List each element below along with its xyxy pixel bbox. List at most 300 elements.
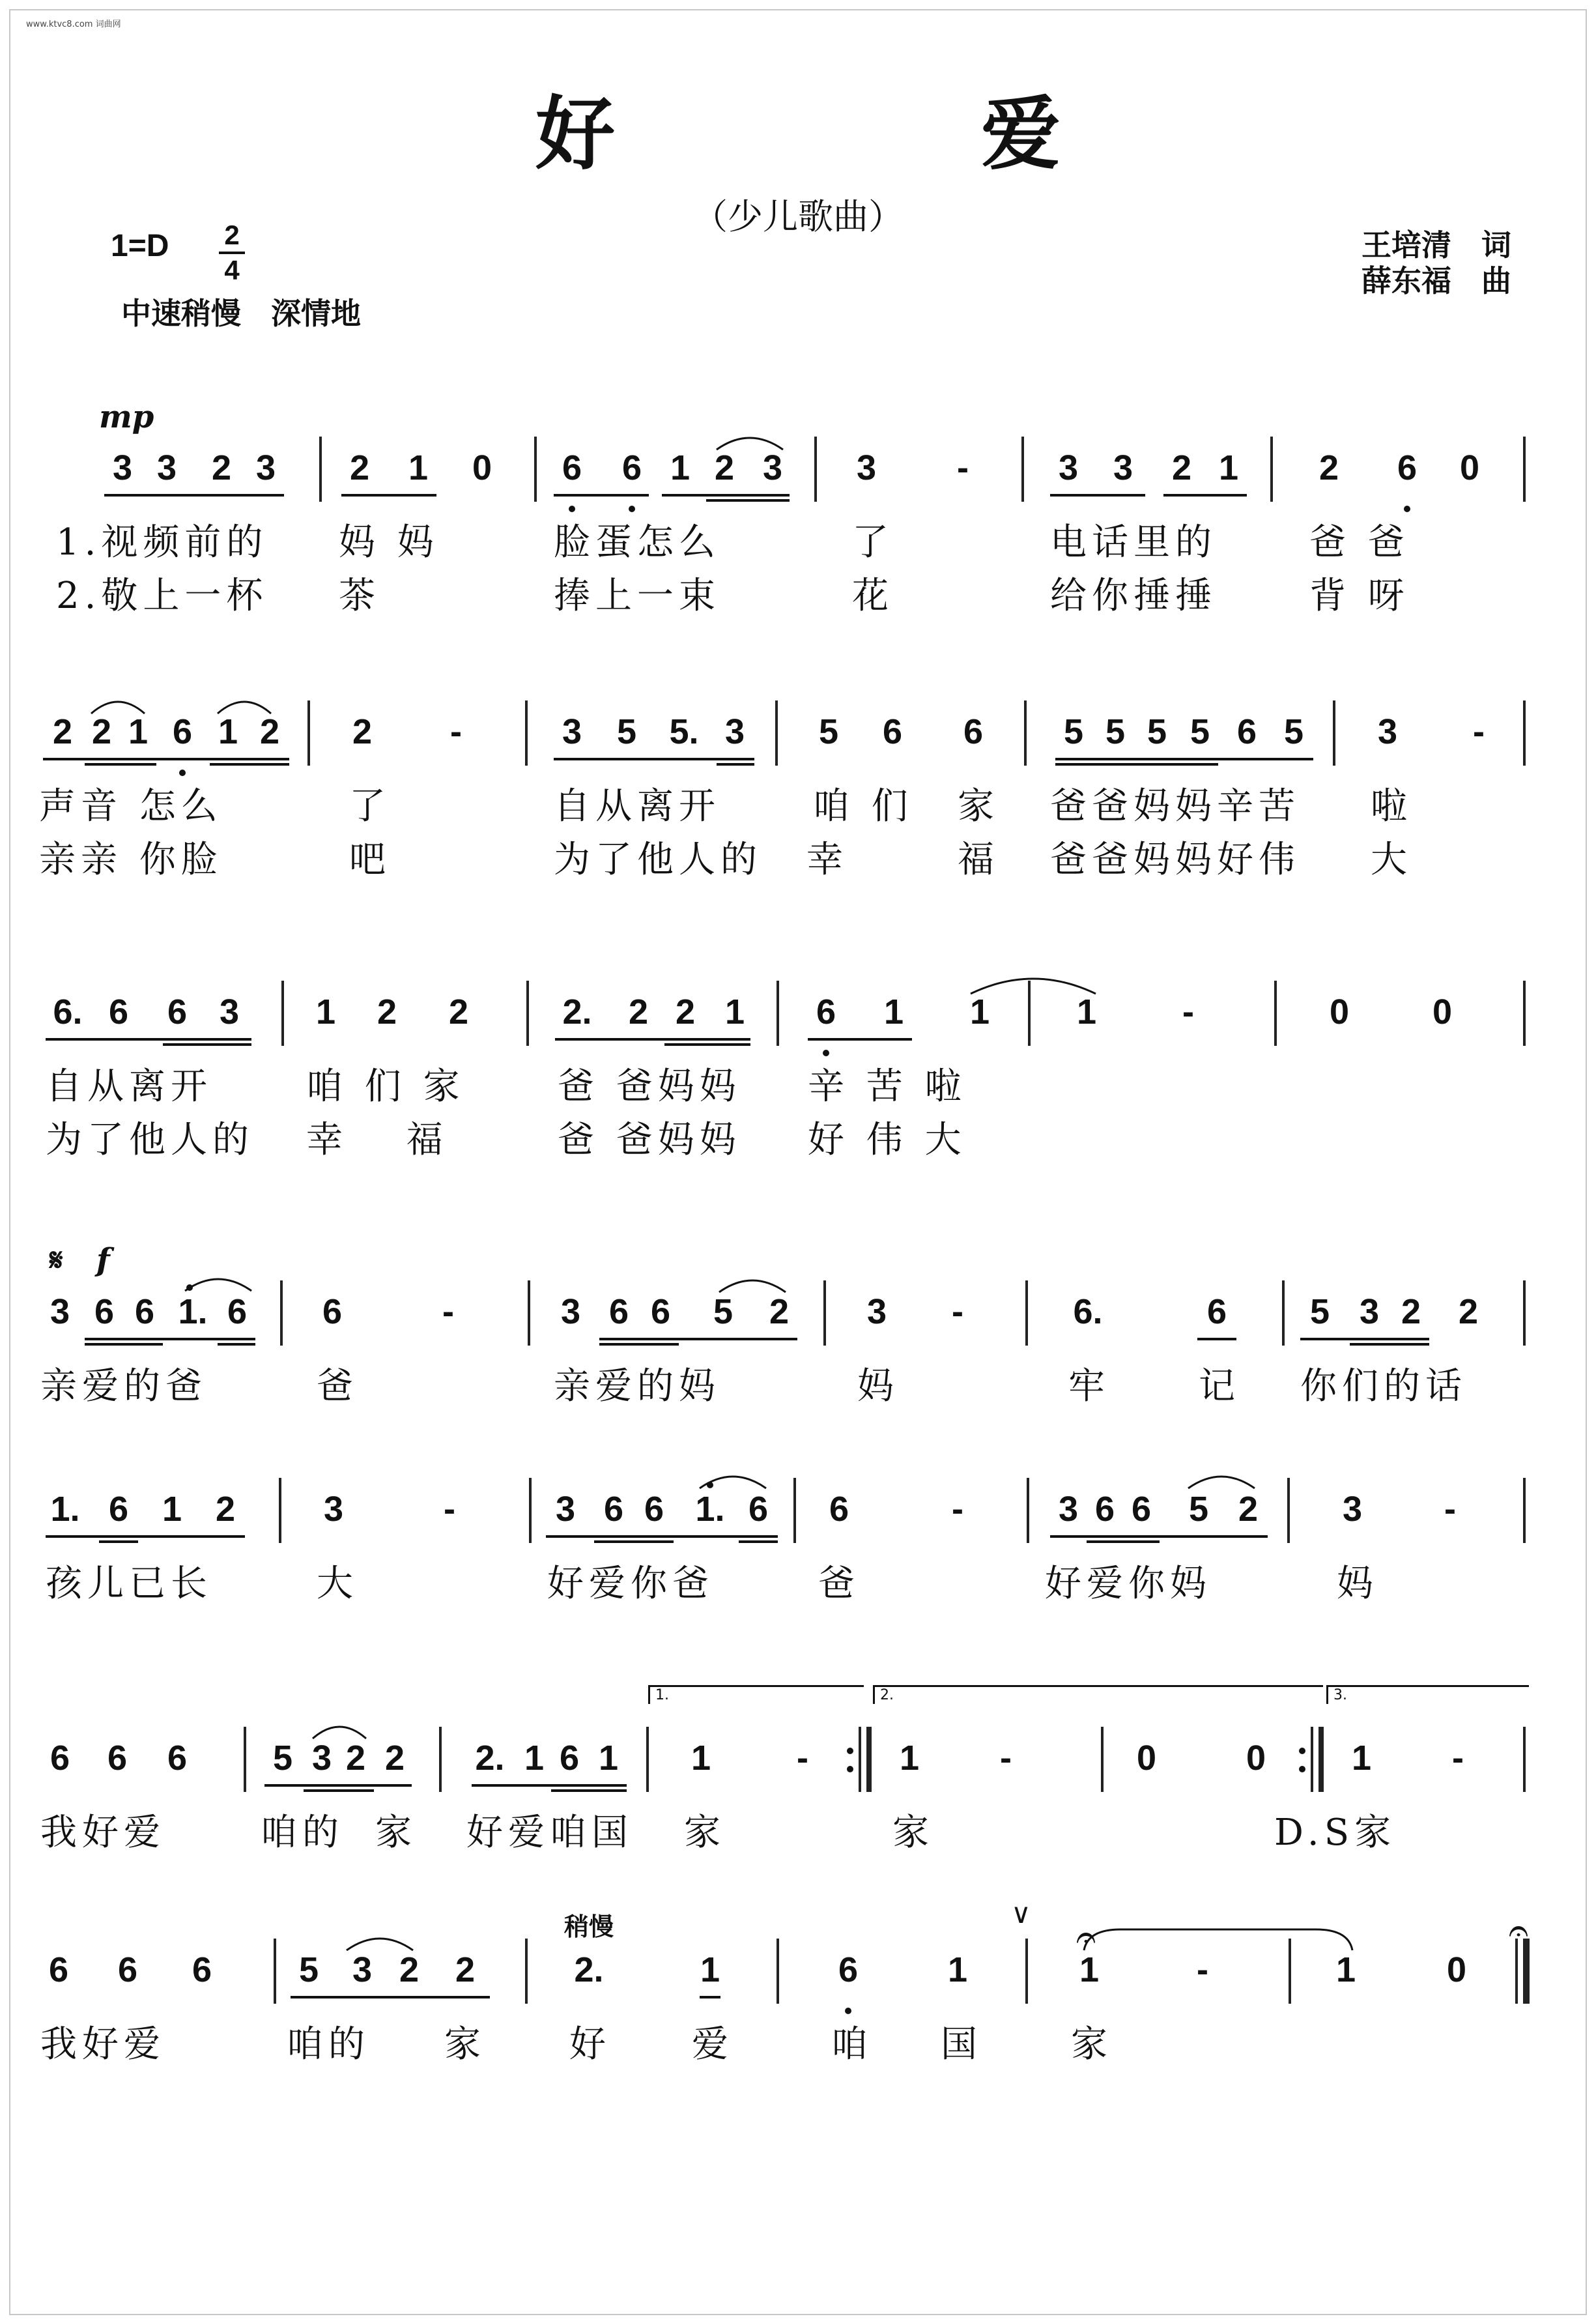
beam-underline [43, 758, 289, 760]
note: 5 [616, 712, 637, 751]
lyric: 爸 [818, 1563, 860, 1605]
beam-underline [1163, 494, 1247, 497]
note: - [1000, 1739, 1012, 1778]
note: 3 [724, 712, 745, 751]
note: 1 [1351, 1739, 1372, 1778]
notes-row [0, 981, 1596, 1052]
lyric: 家 [444, 2023, 486, 2066]
repeat-dot [847, 1766, 853, 1772]
note: 1 [969, 992, 990, 1032]
note: 6 [816, 992, 836, 1032]
beam-underline [46, 1038, 251, 1041]
lyric: 亲爱的妈 [554, 1365, 720, 1407]
note: 1 [408, 448, 429, 487]
beam-underline [1300, 1338, 1429, 1340]
beam-underline [472, 1784, 627, 1787]
note: 5 [272, 1739, 293, 1778]
lyric: 亲亲 你脸 [39, 839, 223, 881]
lyric: 咱的 [261, 1811, 344, 1854]
barline [439, 1727, 442, 1792]
repeat-barline-thick [1318, 1727, 1324, 1792]
lyric: 爸爸妈妈辛苦 [1050, 785, 1300, 828]
note: 5 [1063, 712, 1084, 751]
notes-row [0, 700, 1596, 772]
note: 6. [1073, 1292, 1103, 1331]
barline [526, 981, 529, 1046]
note: - [1473, 712, 1485, 751]
note: - [444, 1490, 455, 1529]
note: 6 [48, 1950, 69, 1989]
dynamic-mp: mp [99, 399, 154, 435]
note: 6 [108, 1490, 129, 1529]
low-octave-dot [179, 770, 186, 776]
lyricist-credit: 王培清 词 [1361, 227, 1511, 263]
note: 6 [562, 448, 582, 487]
lyric: 好爱咱国 [466, 1811, 633, 1854]
ending-bracket-1: 1. [648, 1685, 864, 1704]
beam-underline [85, 1343, 163, 1346]
beam-underline [555, 1038, 750, 1041]
lyric: D.S家 [1274, 1811, 1397, 1854]
beam-underline [554, 758, 754, 760]
note: 6 [117, 1950, 138, 1989]
lyric: 家 [892, 1811, 934, 1854]
note: 3 [1058, 1490, 1079, 1529]
repeat-barline-thick [866, 1727, 872, 1792]
barline [775, 700, 778, 766]
lyric-line-2 [0, 1111, 1596, 1161]
lyric: 1.视频前的 [56, 521, 268, 564]
note: 3 [1058, 448, 1079, 487]
beam-underline [739, 1540, 778, 1543]
note: 2 [628, 992, 649, 1032]
note: 0 [1459, 448, 1480, 487]
note: 1 [524, 1739, 545, 1778]
lyric: 记 [1199, 1365, 1240, 1407]
lyric: 了 [349, 785, 391, 828]
note: 6 [1206, 1292, 1227, 1331]
slur [344, 1933, 416, 1953]
lyric-line-1 [0, 1058, 1596, 1108]
barline [777, 1939, 779, 2004]
note: 5 [1190, 712, 1210, 751]
barline [279, 1478, 281, 1543]
barline [1025, 1280, 1028, 1346]
beam-underline [1197, 1338, 1236, 1340]
lyric: 啦 [1371, 785, 1412, 828]
note: 6. [53, 992, 83, 1032]
beam-underline [104, 494, 284, 497]
lyric: 好爱你爸 [547, 1563, 714, 1605]
barline [814, 437, 817, 502]
time-signature [219, 222, 245, 284]
lyric: 福 [958, 839, 999, 881]
note: 2 [448, 992, 469, 1032]
low-octave-dot [1404, 506, 1410, 512]
repeat-barline [1311, 1727, 1313, 1792]
note: 0 [1136, 1739, 1157, 1778]
barline [307, 700, 310, 766]
note: 1. [178, 1292, 208, 1331]
beam-underline [85, 1338, 255, 1340]
beam-underline [1087, 1540, 1160, 1543]
note: 3 [323, 1490, 344, 1529]
note: 0 [472, 448, 492, 487]
note: 3 [555, 1490, 576, 1529]
note: - [1452, 1739, 1464, 1778]
barline [1287, 1478, 1290, 1543]
lyric: 幸 福 [306, 1119, 448, 1161]
note: 6 [882, 712, 903, 751]
barline [1021, 437, 1024, 502]
note: 3 [1359, 1292, 1380, 1331]
barline [319, 437, 322, 502]
note: 2 [455, 1950, 476, 1989]
note: 1 [947, 1950, 968, 1989]
note: 6 [829, 1490, 849, 1529]
repeat-dot [1299, 1766, 1305, 1772]
beam-underline [554, 494, 649, 497]
note: 3 [156, 448, 177, 487]
lyric: 大 [317, 1563, 358, 1605]
note: 6 [134, 1292, 155, 1331]
note: 5 [1309, 1292, 1330, 1331]
beam-underline [1050, 494, 1145, 497]
note: 2 [349, 448, 370, 487]
lyric: 咱 们 家 [306, 1065, 465, 1108]
beam-underline [662, 494, 790, 497]
lyric: 幸 [806, 839, 848, 881]
lyric: 妈 [1337, 1563, 1378, 1605]
slur [182, 1274, 254, 1293]
lyric: 孩儿已长 [46, 1563, 212, 1605]
note: 1 [899, 1739, 920, 1778]
barline [1333, 700, 1335, 766]
note: 6 [192, 1950, 212, 1989]
note: 6 [1131, 1490, 1152, 1529]
note: 3 [562, 712, 582, 751]
note: 6 [94, 1292, 115, 1331]
lyric-line-1 [0, 1357, 1596, 1407]
lyric: 爸 [317, 1365, 358, 1407]
ending-bracket-2: 2. [873, 1685, 1323, 1704]
note: 3 [1377, 712, 1398, 751]
note: 5 [1147, 712, 1167, 751]
note: 1 [700, 1950, 720, 1989]
note: 6 [227, 1292, 248, 1331]
low-octave-dot [569, 506, 575, 512]
barline [1101, 1727, 1104, 1792]
beam-underline [99, 1540, 138, 1543]
note: 1 [218, 712, 238, 751]
note: 2 [52, 712, 73, 751]
lyric: 家 [1071, 2023, 1113, 2066]
beam-underline [1055, 758, 1313, 760]
notes-row [0, 1478, 1596, 1550]
header-watermark: www.ktvc8.com 词曲网 [26, 20, 121, 29]
barline [1270, 437, 1273, 502]
lyric-line-1 [0, 1555, 1596, 1605]
beam-underline [304, 1789, 374, 1792]
beam-underline [291, 1996, 490, 1998]
note: 2 [1171, 448, 1192, 487]
note: 0 [1246, 1739, 1266, 1778]
lyric: 了 [852, 521, 894, 564]
note: 1 [670, 448, 691, 487]
note: - [1444, 1490, 1456, 1529]
notes-row [0, 1727, 1596, 1798]
lyric: 咱 [831, 2023, 873, 2066]
note: 2 [1318, 448, 1339, 487]
note: 0 [1446, 1950, 1467, 1989]
note: 2. [562, 992, 592, 1032]
lyric: 吧 [349, 839, 391, 881]
note: 1 [1335, 1950, 1356, 1989]
note: 3 [352, 1950, 373, 1989]
note: 6 [608, 1292, 629, 1331]
slur [89, 697, 147, 716]
note: 6 [172, 712, 193, 751]
lyric: 为了他人的 [46, 1119, 254, 1161]
lyric: 家 [958, 785, 999, 828]
lyric: 好爱你妈 [1045, 1563, 1212, 1605]
slur [697, 1471, 769, 1491]
beam-underline [46, 1535, 245, 1538]
lyric-line-1 [0, 777, 1596, 828]
note: 2 [384, 1739, 405, 1778]
note: 2 [675, 992, 696, 1032]
barline [1025, 1939, 1028, 2004]
note: 6 [644, 1490, 664, 1529]
note: 3 [50, 1292, 70, 1331]
barline [1024, 700, 1027, 766]
subtitle: （少儿歌曲） [692, 196, 904, 237]
note: 2 [259, 712, 280, 751]
lyric: 背 呀 [1309, 575, 1410, 617]
barline [529, 1478, 532, 1543]
lyric: 咱的 [287, 2023, 370, 2066]
note: 5 [713, 1292, 734, 1331]
barline [534, 437, 537, 502]
note: 6 [603, 1490, 624, 1529]
beam-underline [808, 1038, 912, 1041]
note: 6 [559, 1739, 580, 1778]
lyric: 茶 [339, 575, 380, 617]
ending-bracket-3: 3. [1326, 1685, 1529, 1704]
slur [717, 1275, 788, 1295]
note: 0 [1432, 992, 1453, 1032]
note: 1 [1218, 448, 1239, 487]
beam-underline [700, 1996, 720, 1998]
note: 0 [1329, 992, 1350, 1032]
note: 1 [315, 992, 336, 1032]
page-title: 好 爱 [535, 87, 1204, 180]
barline [823, 1280, 826, 1346]
barline [777, 981, 779, 1046]
lyric: 电话里的 [1050, 521, 1217, 564]
tie [1081, 1927, 1355, 1953]
lyric-line-2 [0, 567, 1596, 617]
note: 3 [1342, 1490, 1363, 1529]
note: 6 [167, 1739, 188, 1778]
note: 3 [856, 448, 877, 487]
beam-underline [546, 1535, 778, 1538]
note: 6 [1397, 448, 1418, 487]
beam-underline [218, 1343, 255, 1346]
note: 6 [963, 712, 984, 751]
beam-underline [264, 1784, 412, 1787]
slur [714, 433, 786, 452]
lyric: 爱 [692, 2023, 734, 2066]
note: 6 [838, 1950, 859, 1989]
lyric: 你们的话 [1300, 1365, 1467, 1407]
beam-underline [1350, 1343, 1429, 1346]
note: 6 [748, 1490, 769, 1529]
notes-row [0, 437, 1596, 508]
note: 5 [1283, 712, 1304, 751]
lyric: 好 [569, 2023, 611, 2066]
lyric: 咱 们 [813, 785, 913, 828]
note: 1 [1079, 1950, 1100, 1989]
lyric: 声音 怎么 [39, 785, 223, 828]
fermata-icon: 𝄐 [1076, 1916, 1096, 1957]
note: 2 [1238, 1490, 1259, 1529]
barline [1027, 1478, 1029, 1543]
lyric-line-1 [0, 513, 1596, 564]
beam-underline [210, 763, 289, 766]
lyric: 给你捶捶 [1050, 575, 1217, 617]
composer-credit: 薛东福 曲 [1361, 263, 1511, 298]
lyric-line-2 [0, 831, 1596, 881]
lyric: 脸蛋怎么 [554, 521, 720, 564]
barline [1523, 1727, 1526, 1792]
note: 1. [695, 1490, 725, 1529]
note: 1. [50, 1490, 80, 1529]
notes-row [0, 1280, 1596, 1352]
note: 6 [107, 1739, 128, 1778]
beam-underline [594, 1540, 674, 1543]
lyric: 2.敬上一杯 [56, 575, 268, 617]
lyric: 自从离开 [554, 785, 720, 828]
barline [1523, 437, 1526, 502]
tie [968, 974, 1098, 996]
beam-underline [664, 1043, 750, 1046]
slur [215, 697, 274, 716]
lyric: 国 [941, 2023, 982, 2066]
barline [646, 1727, 649, 1792]
tempo-marking: 中速稍慢 深情地 [121, 296, 361, 331]
lyric: 爸爸妈妈好伟 [1050, 839, 1300, 881]
note: 2. [475, 1739, 505, 1778]
lyric: 大 [1371, 839, 1412, 881]
note: 2 [377, 992, 397, 1032]
time-signature-top: 2 [224, 220, 240, 250]
note: - [1197, 1950, 1208, 1989]
barline [1282, 1280, 1285, 1346]
dynamic-f: f [96, 1242, 110, 1278]
lyric: 捧上一束 [554, 575, 720, 617]
lyric-line-1 [0, 2015, 1596, 2066]
barline [1523, 1478, 1526, 1543]
lyric: 家 [375, 1811, 417, 1854]
beam-underline [717, 763, 754, 766]
note: 5 [1188, 1490, 1209, 1529]
note: 2 [714, 448, 735, 487]
breath-mark: ∨ [1011, 1897, 1031, 1929]
note: 2 [1401, 1292, 1421, 1331]
beam-underline [599, 1343, 679, 1346]
lyric: 爸 爸 [1309, 521, 1410, 564]
lyric: 家 [684, 1811, 726, 1854]
note: 3 [219, 992, 240, 1032]
note: 1 [598, 1739, 619, 1778]
lyric: 好 伟 大 [808, 1119, 967, 1161]
segno-sign: 𝄋 [50, 1242, 63, 1278]
lyric: 我好爱 [40, 1811, 165, 1854]
barline [525, 700, 528, 766]
note: 5 [818, 712, 839, 751]
note: 6 [108, 992, 129, 1032]
barline [525, 1939, 528, 2004]
note: 5 [298, 1950, 319, 1989]
low-octave-dot [845, 2008, 851, 2014]
note: 3 [112, 448, 133, 487]
note: 2 [399, 1950, 420, 1989]
beam-underline [1055, 763, 1218, 766]
note: 5 [1105, 712, 1126, 751]
repeat-dot [1299, 1748, 1305, 1754]
lyric: 妈 妈 [339, 521, 439, 564]
note: - [957, 448, 969, 487]
note: - [450, 712, 462, 751]
note: 6 [322, 1292, 343, 1331]
lyric: 亲爱的爸 [40, 1365, 207, 1407]
note: 6 [621, 448, 642, 487]
barline [1523, 981, 1526, 1046]
beam-underline [599, 1338, 797, 1340]
beam-underline [85, 763, 156, 766]
note: 2 [345, 1739, 366, 1778]
note: - [442, 1292, 454, 1331]
lyric: 为了他人的 [554, 839, 762, 881]
barline [528, 1280, 530, 1346]
barline [793, 1478, 796, 1543]
note: 3 [311, 1739, 332, 1778]
note: 1 [128, 712, 149, 751]
note: - [952, 1490, 963, 1529]
lyric: 自从离开 [46, 1065, 212, 1108]
note: 1 [691, 1739, 711, 1778]
note: 2 [215, 1490, 236, 1529]
fermata-icon: 𝄐 [1509, 1910, 1529, 1951]
note: 2 [211, 448, 232, 487]
key-signature: 1=D [111, 229, 169, 263]
note: 3 [1113, 448, 1133, 487]
repeat-dot [847, 1748, 853, 1754]
beam-underline [706, 499, 790, 502]
lyric: 辛 苦 啦 [808, 1065, 967, 1108]
beam-underline [163, 1043, 251, 1046]
lyric: 花 [852, 575, 894, 617]
low-octave-dot [823, 1050, 829, 1056]
note: 1 [883, 992, 904, 1032]
note: 3 [255, 448, 276, 487]
barline [1523, 700, 1526, 766]
note: - [1182, 992, 1194, 1032]
note: 5. [669, 712, 699, 751]
time-signature-bottom: 4 [224, 255, 240, 285]
note: 3 [866, 1292, 887, 1331]
